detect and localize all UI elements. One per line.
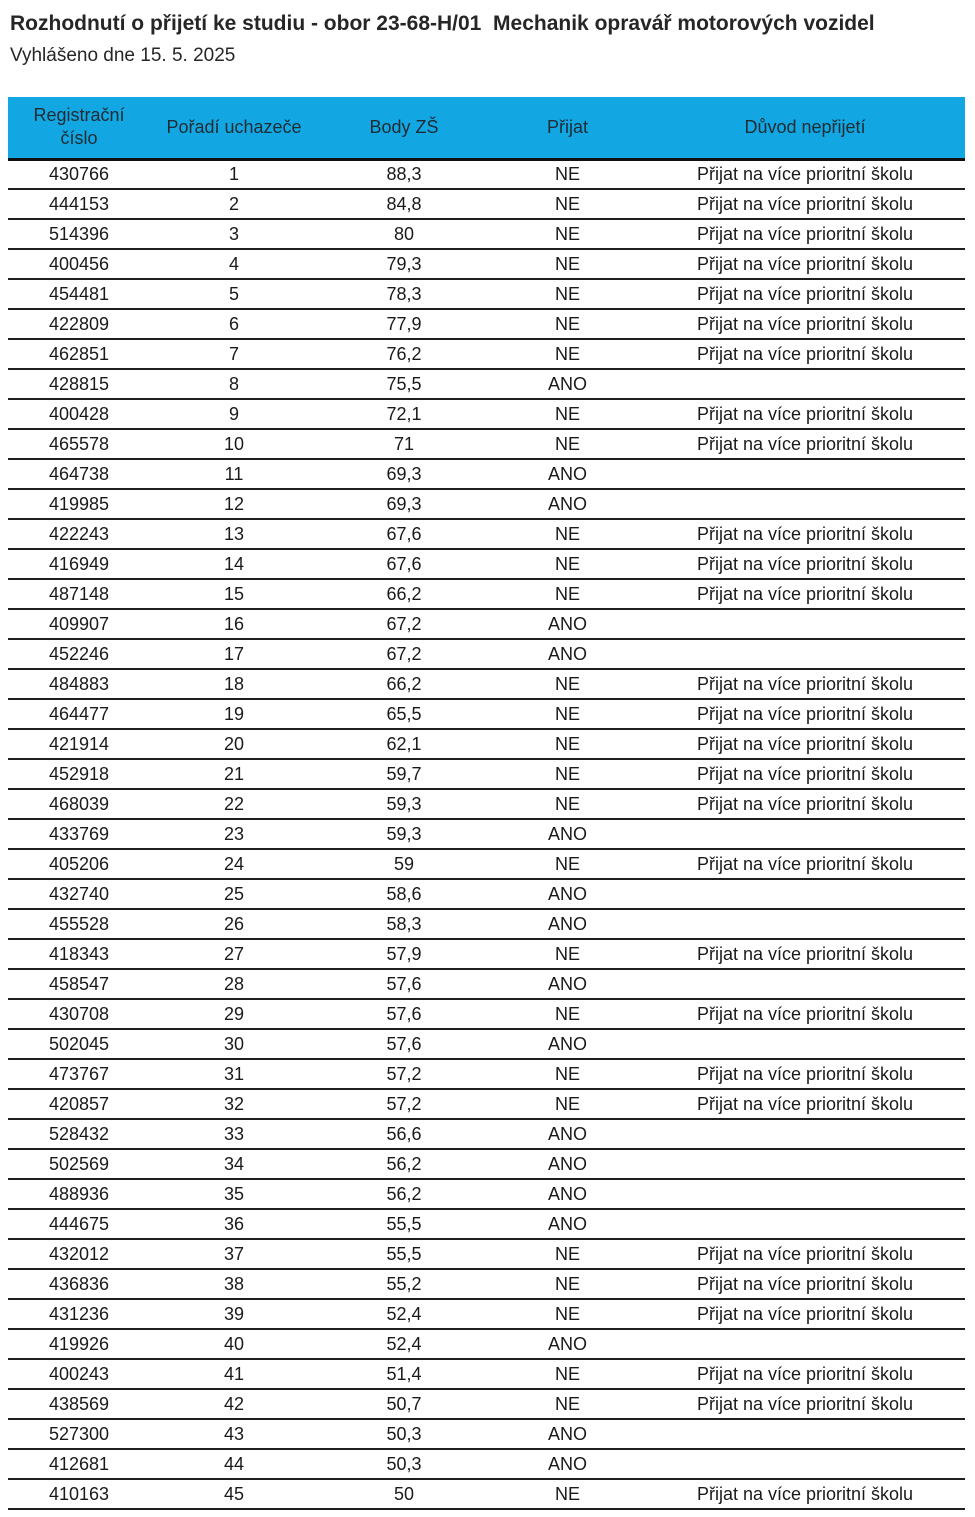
table-cell-admitted: ANO xyxy=(490,369,645,399)
table-cell-applicant-rank: 4 xyxy=(150,249,318,279)
table-cell-rejection-reason xyxy=(645,1449,965,1479)
table-cell-school-points: 84,8 xyxy=(318,189,490,219)
table-cell-rejection-reason: Přijat na více prioritní školu xyxy=(645,429,965,459)
table-cell-rejection-reason: Přijat na více prioritní školu xyxy=(645,1389,965,1419)
table-cell-applicant-rank: 25 xyxy=(150,879,318,909)
column-header-registration-number: Registrační číslo xyxy=(8,97,150,159)
table-cell-applicant-rank: 41 xyxy=(150,1359,318,1389)
table-cell-registration-number: 455528 xyxy=(8,909,150,939)
table-row xyxy=(8,399,965,429)
table-cell-rejection-reason: Přijat na více prioritní školu xyxy=(645,549,965,579)
table-cell-rejection-reason: Přijat na více prioritní školu xyxy=(645,519,965,549)
table-cell-rejection-reason: Přijat na více prioritní školu xyxy=(645,189,965,219)
table-cell-admitted: ANO xyxy=(490,909,645,939)
table-cell-school-points: 55,5 xyxy=(318,1239,490,1269)
table-cell-admitted: NE xyxy=(490,219,645,249)
table-cell-school-points: 77,9 xyxy=(318,309,490,339)
table-cell-rejection-reason: Přijat na více prioritní školu xyxy=(645,1299,965,1329)
table-cell-admitted: NE xyxy=(490,519,645,549)
table-cell-school-points: 52,4 xyxy=(318,1299,490,1329)
table-cell-admitted: NE xyxy=(490,309,645,339)
table-cell-registration-number: 432740 xyxy=(8,879,150,909)
table-cell-school-points: 56,2 xyxy=(318,1149,490,1179)
table-cell-registration-number: 464477 xyxy=(8,699,150,729)
table-cell-registration-number: 436836 xyxy=(8,1269,150,1299)
table-cell-school-points: 50,3 xyxy=(318,1419,490,1449)
table-cell-rejection-reason: Přijat na více prioritní školu xyxy=(645,1059,965,1089)
table-cell-school-points: 88,3 xyxy=(318,159,490,189)
table-row xyxy=(8,669,965,699)
table-cell-applicant-rank: 29 xyxy=(150,999,318,1029)
table-cell-rejection-reason xyxy=(645,1329,965,1359)
table-row xyxy=(8,369,965,399)
table-row xyxy=(8,729,965,759)
table-cell-admitted: NE xyxy=(490,699,645,729)
table-row xyxy=(8,1089,965,1119)
table-cell-applicant-rank: 45 xyxy=(150,1479,318,1509)
table-row xyxy=(8,1029,965,1059)
table-cell-admitted: ANO xyxy=(490,1149,645,1179)
table-row xyxy=(8,579,965,609)
table-row xyxy=(8,1449,965,1479)
table-cell-registration-number: 419926 xyxy=(8,1329,150,1359)
table-cell-admitted: NE xyxy=(490,1389,645,1419)
table-cell-rejection-reason xyxy=(645,639,965,669)
table-cell-rejection-reason xyxy=(645,1149,965,1179)
table-cell-applicant-rank: 24 xyxy=(150,849,318,879)
table-cell-school-points: 59,3 xyxy=(318,819,490,849)
table-cell-school-points: 78,3 xyxy=(318,279,490,309)
table-cell-rejection-reason: Přijat na více prioritní školu xyxy=(645,399,965,429)
table-row xyxy=(8,219,965,249)
table-cell-admitted: ANO xyxy=(490,1029,645,1059)
table-row xyxy=(8,1299,965,1329)
table-cell-applicant-rank: 3 xyxy=(150,219,318,249)
table-cell-school-points: 57,6 xyxy=(318,1029,490,1059)
table-cell-registration-number: 458547 xyxy=(8,969,150,999)
table-cell-admitted: NE xyxy=(490,1269,645,1299)
table-cell-admitted: ANO xyxy=(490,489,645,519)
table-row xyxy=(8,639,965,669)
table-cell-registration-number: 487148 xyxy=(8,579,150,609)
table-cell-applicant-rank: 17 xyxy=(150,639,318,669)
table-cell-school-points: 59 xyxy=(318,849,490,879)
table-row xyxy=(8,1419,965,1449)
table-cell-school-points: 66,2 xyxy=(318,669,490,699)
table-cell-school-points: 50 xyxy=(318,1479,490,1509)
table-cell-rejection-reason: Přijat na více prioritní školu xyxy=(645,309,965,339)
table-cell-registration-number: 400428 xyxy=(8,399,150,429)
table-row xyxy=(8,549,965,579)
table-row xyxy=(8,519,965,549)
table-cell-registration-number: 405206 xyxy=(8,849,150,879)
table-cell-applicant-rank: 9 xyxy=(150,399,318,429)
table-cell-rejection-reason: Přijat na více prioritní školu xyxy=(645,759,965,789)
table-cell-school-points: 62,1 xyxy=(318,729,490,759)
table-row xyxy=(8,249,965,279)
table-cell-admitted: NE xyxy=(490,339,645,369)
table-cell-rejection-reason: Přijat na více prioritní školu xyxy=(645,669,965,699)
table-cell-school-points: 56,2 xyxy=(318,1179,490,1209)
table-cell-school-points: 57,2 xyxy=(318,1089,490,1119)
table-row xyxy=(8,789,965,819)
table-cell-school-points: 58,3 xyxy=(318,909,490,939)
table-cell-school-points: 50,3 xyxy=(318,1449,490,1479)
table-cell-registration-number: 527300 xyxy=(8,1419,150,1449)
table-cell-applicant-rank: 13 xyxy=(150,519,318,549)
table-cell-registration-number: 409907 xyxy=(8,609,150,639)
table-cell-registration-number: 502569 xyxy=(8,1149,150,1179)
table-cell-applicant-rank: 23 xyxy=(150,819,318,849)
table-cell-school-points: 58,6 xyxy=(318,879,490,909)
table-cell-admitted: NE xyxy=(490,729,645,759)
table-cell-admitted: NE xyxy=(490,939,645,969)
table-cell-admitted: ANO xyxy=(490,609,645,639)
table-cell-applicant-rank: 7 xyxy=(150,339,318,369)
table-cell-rejection-reason: Přijat na více prioritní školu xyxy=(645,339,965,369)
document-header xyxy=(0,0,975,69)
table-cell-registration-number: 465578 xyxy=(8,429,150,459)
table-cell-admitted: NE xyxy=(490,159,645,189)
table-cell-rejection-reason: Přijat na více prioritní školu xyxy=(645,1269,965,1299)
table-cell-rejection-reason xyxy=(645,909,965,939)
table-cell-rejection-reason xyxy=(645,819,965,849)
table-row xyxy=(8,999,965,1029)
table-cell-applicant-rank: 44 xyxy=(150,1449,318,1479)
table-row xyxy=(8,1359,965,1389)
table-cell-applicant-rank: 28 xyxy=(150,969,318,999)
table-cell-admitted: NE xyxy=(490,189,645,219)
table-cell-applicant-rank: 33 xyxy=(150,1119,318,1149)
table-row xyxy=(8,459,965,489)
table-cell-applicant-rank: 32 xyxy=(150,1089,318,1119)
table-cell-school-points: 55,5 xyxy=(318,1209,490,1239)
table-cell-rejection-reason xyxy=(645,1419,965,1449)
table-cell-school-points: 65,5 xyxy=(318,699,490,729)
table-cell-admitted: ANO xyxy=(490,1209,645,1239)
table-cell-registration-number: 464738 xyxy=(8,459,150,489)
table-row xyxy=(8,1269,965,1299)
admissions-table xyxy=(8,97,965,1510)
table-cell-registration-number: 418343 xyxy=(8,939,150,969)
table-cell-registration-number: 400243 xyxy=(8,1359,150,1389)
table-row xyxy=(8,1479,965,1509)
table-cell-admitted: NE xyxy=(490,249,645,279)
table-cell-rejection-reason xyxy=(645,1119,965,1149)
table-cell-registration-number: 422809 xyxy=(8,309,150,339)
table-cell-school-points: 71 xyxy=(318,429,490,459)
table-cell-applicant-rank: 11 xyxy=(150,459,318,489)
table-cell-registration-number: 438569 xyxy=(8,1389,150,1419)
table-cell-rejection-reason: Přijat na více prioritní školu xyxy=(645,279,965,309)
table-cell-admitted: ANO xyxy=(490,1119,645,1149)
table-cell-applicant-rank: 19 xyxy=(150,699,318,729)
table-cell-rejection-reason: Přijat na více prioritní školu xyxy=(645,999,965,1029)
table-cell-school-points: 76,2 xyxy=(318,339,490,369)
table-row xyxy=(8,1179,965,1209)
table-cell-rejection-reason xyxy=(645,609,965,639)
table-cell-rejection-reason xyxy=(645,369,965,399)
column-header-applicant-rank: Pořadí uchazeče xyxy=(150,97,318,159)
table-cell-rejection-reason: Přijat na více prioritní školu xyxy=(645,729,965,759)
table-cell-applicant-rank: 8 xyxy=(150,369,318,399)
table-row xyxy=(8,849,965,879)
table-cell-applicant-rank: 20 xyxy=(150,729,318,759)
table-cell-applicant-rank: 16 xyxy=(150,609,318,639)
table-cell-admitted: ANO xyxy=(490,969,645,999)
table-cell-applicant-rank: 43 xyxy=(150,1419,318,1449)
table-cell-rejection-reason: Přijat na více prioritní školu xyxy=(645,1479,965,1509)
table-row xyxy=(8,309,965,339)
table-cell-school-points: 80 xyxy=(318,219,490,249)
table-cell-rejection-reason: Přijat na více prioritní školu xyxy=(645,1239,965,1269)
table-row xyxy=(8,609,965,639)
table-cell-school-points: 67,2 xyxy=(318,639,490,669)
table-cell-registration-number: 410163 xyxy=(8,1479,150,1509)
table-row xyxy=(8,1209,965,1239)
table-cell-school-points: 75,5 xyxy=(318,369,490,399)
table-cell-school-points: 51,4 xyxy=(318,1359,490,1389)
table-cell-registration-number: 514396 xyxy=(8,219,150,249)
table-cell-rejection-reason xyxy=(645,879,965,909)
table-row xyxy=(8,1239,965,1269)
table-row xyxy=(8,339,965,369)
table-row xyxy=(8,939,965,969)
table-cell-admitted: ANO xyxy=(490,1449,645,1479)
table-cell-registration-number: 419985 xyxy=(8,489,150,519)
table-cell-registration-number: 433769 xyxy=(8,819,150,849)
table-cell-school-points: 79,3 xyxy=(318,249,490,279)
table-cell-rejection-reason: Přijat na více prioritní školu xyxy=(645,789,965,819)
table-cell-registration-number: 412681 xyxy=(8,1449,150,1479)
table-cell-registration-number: 416949 xyxy=(8,549,150,579)
table-row xyxy=(8,1389,965,1419)
table-cell-rejection-reason xyxy=(645,1179,965,1209)
table-cell-applicant-rank: 26 xyxy=(150,909,318,939)
table-cell-admitted: ANO xyxy=(490,1329,645,1359)
table-cell-admitted: NE xyxy=(490,549,645,579)
table-row xyxy=(8,1059,965,1089)
table-row xyxy=(8,429,965,459)
table-cell-registration-number: 502045 xyxy=(8,1029,150,1059)
table-cell-admitted: NE xyxy=(490,1239,645,1269)
table-cell-registration-number: 400456 xyxy=(8,249,150,279)
table-cell-applicant-rank: 18 xyxy=(150,669,318,699)
table-cell-school-points: 50,7 xyxy=(318,1389,490,1419)
table-cell-registration-number: 462851 xyxy=(8,339,150,369)
table-cell-rejection-reason xyxy=(645,1209,965,1239)
table-cell-rejection-reason xyxy=(645,489,965,519)
table-cell-school-points: 59,7 xyxy=(318,759,490,789)
table-cell-registration-number: 484883 xyxy=(8,669,150,699)
column-header-rejection-reason: Důvod nepřijetí xyxy=(645,97,965,159)
table-cell-registration-number: 452246 xyxy=(8,639,150,669)
table-cell-admitted: NE xyxy=(490,1299,645,1329)
table-cell-school-points: 69,3 xyxy=(318,489,490,519)
table-cell-admitted: NE xyxy=(490,429,645,459)
table-cell-applicant-rank: 37 xyxy=(150,1239,318,1269)
table-header-row xyxy=(8,97,965,159)
table-cell-admitted: NE xyxy=(490,1059,645,1089)
table-cell-admitted: NE xyxy=(490,849,645,879)
table-cell-admitted: NE xyxy=(490,279,645,309)
table-row xyxy=(8,879,965,909)
table-cell-registration-number: 420857 xyxy=(8,1089,150,1119)
table-cell-school-points: 52,4 xyxy=(318,1329,490,1359)
table-cell-school-points: 72,1 xyxy=(318,399,490,429)
table-cell-registration-number: 422243 xyxy=(8,519,150,549)
table-cell-school-points: 66,2 xyxy=(318,579,490,609)
table-cell-applicant-rank: 31 xyxy=(150,1059,318,1089)
table-cell-school-points: 57,6 xyxy=(318,969,490,999)
table-cell-school-points: 57,6 xyxy=(318,999,490,1029)
table-cell-applicant-rank: 39 xyxy=(150,1299,318,1329)
table-cell-registration-number: 468039 xyxy=(8,789,150,819)
table-row xyxy=(8,699,965,729)
table-cell-registration-number: 488936 xyxy=(8,1179,150,1209)
table-row xyxy=(8,819,965,849)
table-cell-rejection-reason: Přijat na více prioritní školu xyxy=(645,1359,965,1389)
table-cell-applicant-rank: 21 xyxy=(150,759,318,789)
table-cell-registration-number: 428815 xyxy=(8,369,150,399)
table-cell-admitted: ANO xyxy=(490,1419,645,1449)
table-cell-rejection-reason: Přijat na více prioritní školu xyxy=(645,219,965,249)
page-title: Rozhodnutí o přijetí ke studiu - obor 23-68-H/01 Mechanik opravář motorových vozidel xyxy=(10,12,875,35)
table-cell-rejection-reason: Přijat na více prioritní školu xyxy=(645,939,965,969)
table-cell-applicant-rank: 27 xyxy=(150,939,318,969)
table-row xyxy=(8,1149,965,1179)
table-cell-school-points: 57,9 xyxy=(318,939,490,969)
table-cell-applicant-rank: 35 xyxy=(150,1179,318,1209)
table-cell-registration-number: 430766 xyxy=(8,159,150,189)
table-cell-school-points: 56,6 xyxy=(318,1119,490,1149)
table-cell-admitted: NE xyxy=(490,1479,645,1509)
table-cell-applicant-rank: 22 xyxy=(150,789,318,819)
table-cell-registration-number: 431236 xyxy=(8,1299,150,1329)
table-cell-applicant-rank: 36 xyxy=(150,1209,318,1239)
column-header-school-points: Body ZŠ xyxy=(318,97,490,159)
table-cell-registration-number: 432012 xyxy=(8,1239,150,1269)
table-cell-admitted: ANO xyxy=(490,1179,645,1209)
table-cell-admitted: NE xyxy=(490,999,645,1029)
table-cell-admitted: ANO xyxy=(490,879,645,909)
table-cell-school-points: 59,3 xyxy=(318,789,490,819)
table-cell-admitted: ANO xyxy=(490,459,645,489)
table-cell-school-points: 67,2 xyxy=(318,609,490,639)
table-cell-applicant-rank: 34 xyxy=(150,1149,318,1179)
table-cell-registration-number: 430708 xyxy=(8,999,150,1029)
table-cell-applicant-rank: 2 xyxy=(150,189,318,219)
table-cell-applicant-rank: 5 xyxy=(150,279,318,309)
table-row xyxy=(8,909,965,939)
table-cell-admitted: NE xyxy=(490,759,645,789)
table-cell-applicant-rank: 14 xyxy=(150,549,318,579)
table-cell-registration-number: 473767 xyxy=(8,1059,150,1089)
table-cell-admitted: ANO xyxy=(490,819,645,849)
table-cell-registration-number: 444153 xyxy=(8,189,150,219)
table-cell-applicant-rank: 10 xyxy=(150,429,318,459)
table-cell-school-points: 67,6 xyxy=(318,519,490,549)
table-cell-rejection-reason xyxy=(645,1029,965,1059)
table-cell-applicant-rank: 12 xyxy=(150,489,318,519)
table-cell-school-points: 57,2 xyxy=(318,1059,490,1089)
table-cell-admitted: NE xyxy=(490,1359,645,1389)
table-cell-school-points: 55,2 xyxy=(318,1269,490,1299)
table-cell-rejection-reason: Přijat na více prioritní školu xyxy=(645,849,965,879)
table-cell-admitted: NE xyxy=(490,669,645,699)
table-cell-registration-number: 528432 xyxy=(8,1119,150,1149)
table-cell-rejection-reason: Přijat na více prioritní školu xyxy=(645,579,965,609)
table-cell-school-points: 69,3 xyxy=(318,459,490,489)
table-cell-admitted: NE xyxy=(490,1089,645,1119)
table-row xyxy=(8,159,965,189)
table-row xyxy=(8,969,965,999)
table-cell-registration-number: 452918 xyxy=(8,759,150,789)
table-cell-registration-number: 454481 xyxy=(8,279,150,309)
table-row xyxy=(8,759,965,789)
table-cell-applicant-rank: 6 xyxy=(150,309,318,339)
table-cell-admitted: NE xyxy=(490,399,645,429)
table-cell-school-points: 67,6 xyxy=(318,549,490,579)
table-cell-rejection-reason: Přijat na více prioritní školu xyxy=(645,699,965,729)
table-cell-rejection-reason xyxy=(645,969,965,999)
table-cell-applicant-rank: 30 xyxy=(150,1029,318,1059)
table-row xyxy=(8,489,965,519)
table-cell-admitted: NE xyxy=(490,579,645,609)
table-cell-admitted: NE xyxy=(490,789,645,819)
table-cell-applicant-rank: 40 xyxy=(150,1329,318,1359)
column-header-admitted: Přijat xyxy=(490,97,645,159)
table-row xyxy=(8,189,965,219)
table-row xyxy=(8,1119,965,1149)
table-row xyxy=(8,1329,965,1359)
publication-date: Vyhlášeno dne 15. 5. 2025 xyxy=(10,45,236,66)
table-cell-registration-number: 444675 xyxy=(8,1209,150,1239)
table-cell-registration-number: 421914 xyxy=(8,729,150,759)
table-cell-admitted: ANO xyxy=(490,639,645,669)
table-cell-rejection-reason: Přijat na více prioritní školu xyxy=(645,159,965,189)
table-cell-applicant-rank: 38 xyxy=(150,1269,318,1299)
table-cell-rejection-reason: Přijat na více prioritní školu xyxy=(645,1089,965,1119)
table-cell-rejection-reason xyxy=(645,459,965,489)
table-cell-rejection-reason: Přijat na více prioritní školu xyxy=(645,249,965,279)
table-cell-applicant-rank: 15 xyxy=(150,579,318,609)
table-row xyxy=(8,279,965,309)
table-cell-applicant-rank: 42 xyxy=(150,1389,318,1419)
table-cell-applicant-rank: 1 xyxy=(150,159,318,189)
